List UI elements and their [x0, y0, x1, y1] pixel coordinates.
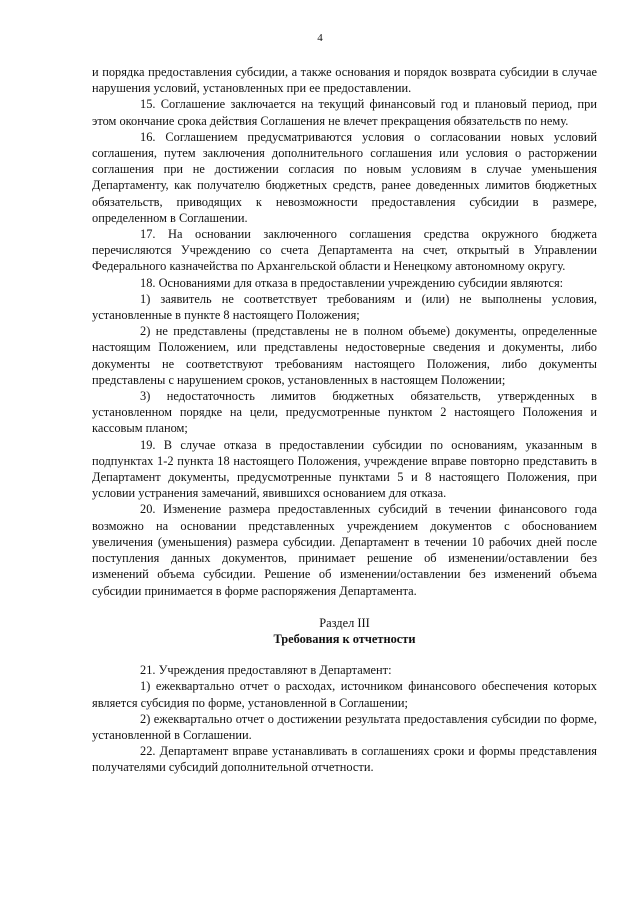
section-spacer [92, 647, 597, 662]
paragraph-15: 15. Соглашение заключается на текущий финансовый год и плановый период, при этом окончание срока действия Соглашения не влечет прекращения обязательств по нему. [92, 97, 597, 128]
page-number: 4 [317, 32, 323, 44]
paragraph-continuation: и порядка предоставления субсидии, а также основания и порядок возврата субсидии в случае нарушения условий, установленных при ее предоставлении. [92, 65, 597, 96]
paragraph-21-item-2: 2) ежеквартально отчет о достижении результата предоставления субсидии по форме, установленной в Соглашении. [92, 711, 597, 742]
paragraph-18-item-1: 1) заявитель не соответствует требованиям и (или) не выполнены условия, установленные в пункте 8 настоящего Положения; [92, 291, 597, 323]
paragraph-16: 16. Соглашением предусматриваются условия о согласовании новых условий соглашения, путем заключения дополнительного соглашения или условия о расторжении соглашения при не достижении согласия по новым условиям в случае уменьшения Департаменту, как получателю бюджетных средств, ранее доведенных лимитов бюджетных обязательств, приводящих к невозможности предоставления субсидии в размере, определенном в Соглашении. [92, 129, 597, 225]
document-body [92, 64, 597, 776]
paragraph-20: 20. Изменение размера предоставленных субсидий в течении финансового года возможно на основании представленных учреждением документов с обоснованием увеличения (уменьшения) размера субсидии. Департамент в течении 10 рабочих дней после поступления данных документов, принимает решение об изменении/оставлении без изменений объема субсидии. Решение об изменении/оставлении без изменений объема субсидии принимается в форме распоряжения Департамента. [92, 502, 597, 598]
paragraph-21: 21. Учреждения предоставляют в Департамент: [140, 663, 392, 678]
paragraph-18-item-3: 3) недостаточность лимитов бюджетных обязательств, утвержденных в установленном порядке на цели, предусмотренные пунктом 2 настоящего Положения и кассовым планом; [92, 389, 597, 436]
paragraph-22: 22. Департамент вправе устанавливать в соглашениях сроки и формы представления получателями субсидий дополнительной отчетности. [92, 744, 597, 775]
paragraph-18-item-2: 2) не представлены (представлены не в полном объеме) документы, определенные настоящим Положением, или представлены недостоверные сведения и документы, либо документы не соответствуют требованиям настоящего Положения, либо документы представлены с нарушением сроков, установленных в настоящем Положении; [92, 324, 597, 387]
paragraph-17: 17. На основании заключенного соглашения средства окружного бюджета перечисляются Учреждению со счета Департамента на счет, открытый в Управлении Федерального казначейства по Архангельской области и Ненецкому автономному округу. [92, 227, 597, 274]
paragraph-21-item-1: 1) ежеквартально отчет о расходах, источником финансового обеспечения которых является субсидия по форме, установленной в Соглашении; [92, 679, 597, 710]
paragraph-18: 18. Основаниями для отказа в предоставлении учреждению субсидии являются: [140, 275, 564, 290]
paragraph-19: 19. В случае отказа в предоставлении субсидии по основаниям, указанным в подпунктах 1-2 пункта 18 настоящего Положения, учреждение вправе повторно представить в Департамент документы, предусмотренные пунктами 5 и 8 настоящего Положения, при условии устранения замечаний, явившихся основанием для отказа. [92, 437, 597, 501]
section-title: Требования к отчетности [273, 631, 416, 646]
section-label: Раздел III [319, 615, 370, 630]
